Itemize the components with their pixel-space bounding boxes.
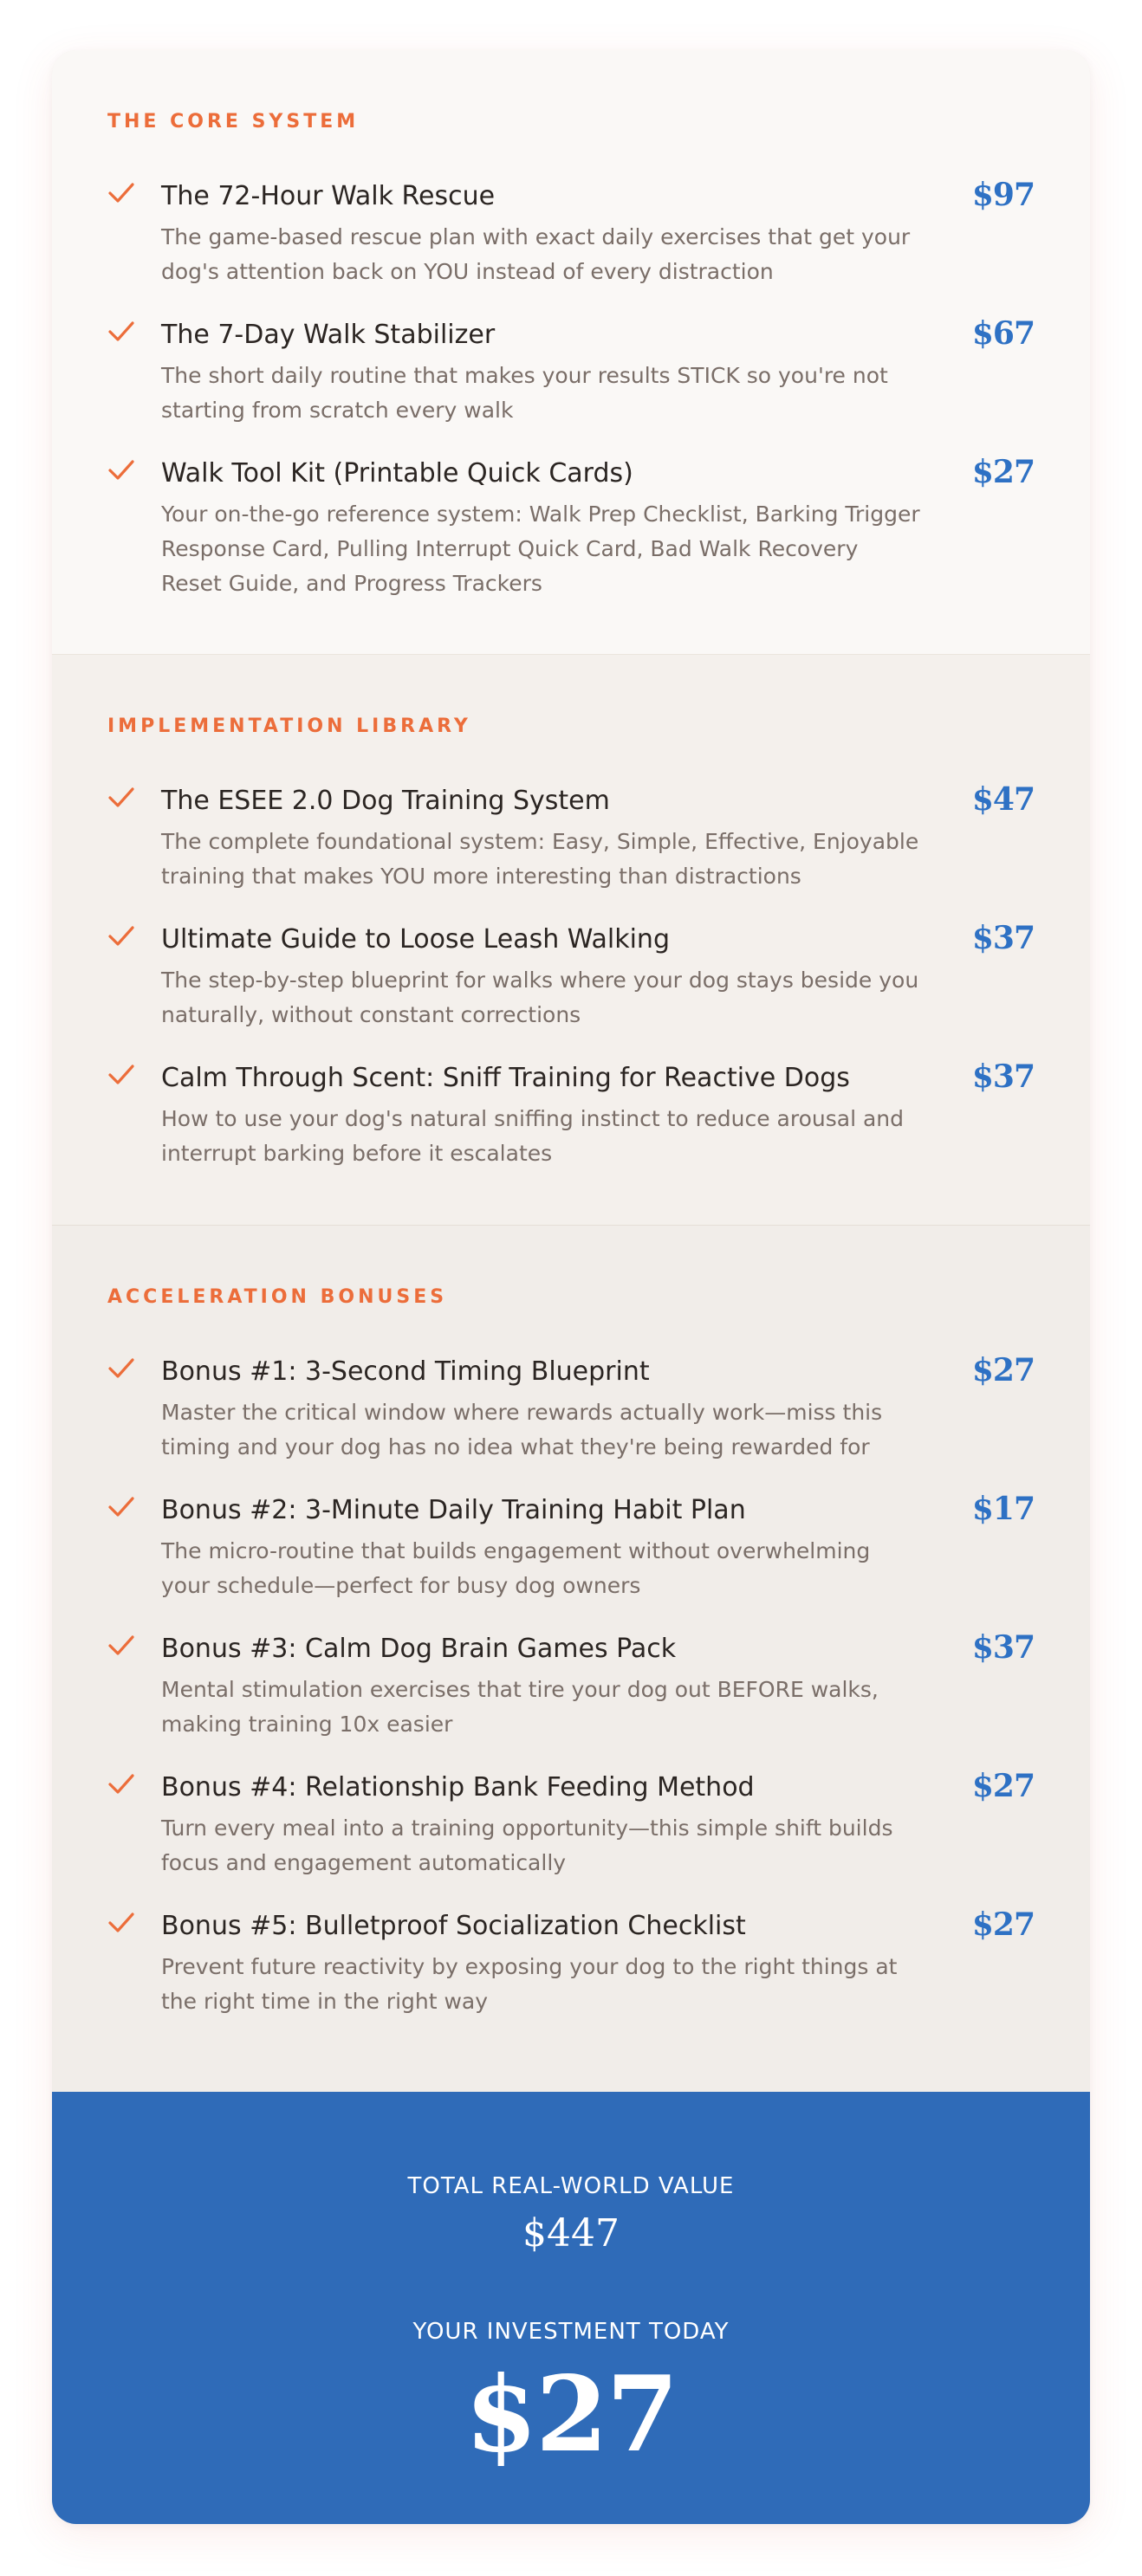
list-item [107,1908,1035,2038]
item-price: $97 [971,177,1035,213]
item-title: Bonus #3: Calm Dog Brain Games Pack [161,1634,677,1664]
value-summary-footer [52,2092,1090,2524]
check-icon [107,1064,139,1088]
check-icon [107,925,139,949]
item-price: $67 [971,315,1035,352]
item-price: $37 [971,1058,1035,1095]
check-icon [107,182,139,206]
item-description: Master the critical window where rewards actually work—miss this timing and your dog has no idea what they're being rewarded for [161,1400,883,1460]
item-title: The 72-Hour Walk Rescue [161,181,496,211]
list-item [107,1060,1035,1190]
section-title-library: IMPLEMENTATION LIBRARY [107,715,471,737]
list-item [107,454,1035,596]
item-title: Bonus #4: Relationship Bank Feeding Method [161,1772,755,1803]
item-title: Walk Tool Kit (Printable Quick Cards) [161,458,633,489]
item-description: The complete foundational system: Easy, Simple, Effective, Enjoyable training that makes YOU more interesting than distractions [161,829,919,889]
check-icon [107,459,139,483]
item-description: The step-by-step blueprint for walks where your dog stays beside you naturally, without constant corrections [161,968,919,1027]
item-title: Calm Through Scent: Sniff Training for Reactive Dogs [161,1063,850,1093]
list-item [107,1492,1035,1622]
item-price: $27 [971,454,1035,490]
section-title-core: THE CORE SYSTEM [107,111,360,133]
check-icon [107,1773,139,1797]
item-title: The ESEE 2.0 Dog Training System [161,786,610,816]
item-price: $27 [971,1906,1035,1943]
item-title: Ultimate Guide to Loose Leash Walking [161,924,670,955]
item-price: $37 [971,1629,1035,1666]
list-item [107,1631,1035,1761]
item-description: The short daily routine that makes your results STICK so you're not starting from scratch every walk [161,363,888,423]
item-title: Bonus #1: 3-Second Timing Blueprint [161,1356,650,1387]
item-price: $27 [971,1352,1035,1388]
item-price: $17 [971,1491,1035,1527]
item-description: Your on-the-go reference system: Walk Prep Checklist, Barking Trigger Response Card, Pulling Interrupt Quick Card, Bad Walk Recovery Reset Guide, and Progress Trackers [161,502,920,596]
item-price: $37 [971,920,1035,956]
item-description: The game-based rescue plan with exact daily exercises that get your dog's attention back on YOU instead of every distraction [161,224,911,284]
list-item [107,1354,1035,1484]
check-icon [107,320,139,345]
check-icon [107,1496,139,1520]
item-title: Bonus #2: 3-Minute Daily Training Habit Plan [161,1495,746,1525]
item-price: $47 [971,781,1035,818]
total-value-label: TOTAL REAL-WORLD VALUE [407,2173,735,2199]
item-price: $27 [971,1768,1035,1804]
implementation-library-section [52,655,1090,1226]
list-item [107,317,1035,447]
item-title: Bonus #5: Bulletproof Socialization Checklist [161,1911,746,1941]
check-icon [107,1634,139,1659]
item-description: The micro-routine that builds engagement without overwhelming your schedule—perfect for busy dog owners [161,1538,871,1598]
check-icon [107,1912,139,1936]
check-icon [107,1357,139,1382]
check-icon [107,786,139,811]
list-item [107,783,1035,913]
item-description: Prevent future reactivity by exposing your dog to the right things at the right time in the right way [161,1954,898,2014]
investment-amount: $27 [464,2353,678,2476]
list-item [107,922,1035,1052]
item-description: Turn every meal into a training opportunity—this simple shift builds focus and engagement automatically [161,1815,893,1875]
acceleration-bonuses-section [52,1226,1090,2092]
item-description: Mental stimulation exercises that tire your dog out BEFORE walks, making training 10x easier [161,1677,879,1737]
total-value-amount: $447 [522,2211,620,2256]
section-title-bonuses: ACCELERATION BONUSES [107,1286,448,1308]
list-item [107,1770,1035,1900]
list-item [107,178,1035,308]
investment-label: YOUR INVESTMENT TODAY [412,2319,730,2345]
item-description: How to use your dog's natural sniffing instinct to reduce arousal and interrupt barking before it escalates [161,1106,905,1166]
item-title: The 7-Day Walk Stabilizer [161,320,496,350]
offer-stack-card [52,50,1090,2524]
core-system-section [52,50,1090,655]
